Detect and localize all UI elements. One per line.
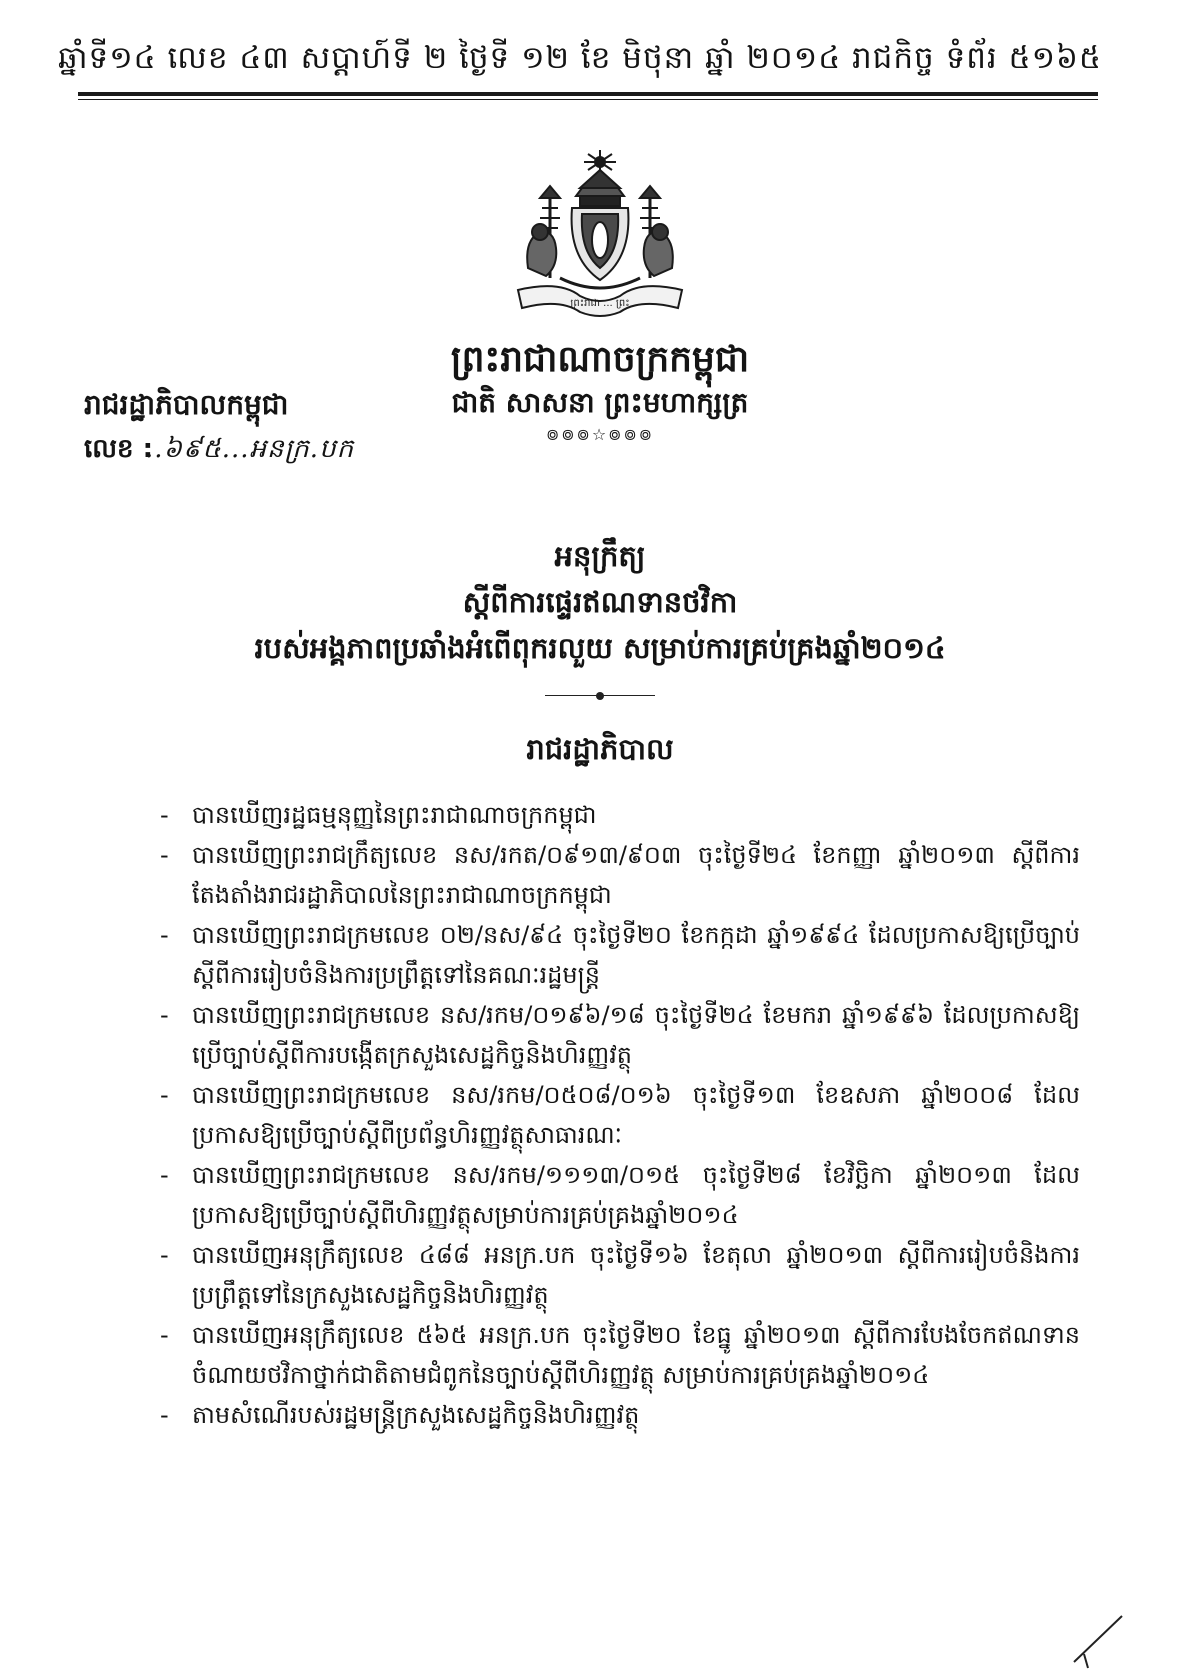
considerations-list: [160, 795, 1080, 1435]
consideration-text: បានឃើញអនុក្រឹត្យលេខ ៤៨៨ អនក្រ.បក ចុះថ្ងៃទី១៦ ខែតុលា ឆ្នាំ២០១៣ ស្តីពីការរៀបចំនិងការប្រព្រឹត្តទៅនៃក្រសួងសេដ្ឋកិច្ចនិងហិរញ្ញវត្ថុ: [192, 1241, 1080, 1309]
consideration-item: [160, 995, 1080, 1075]
doc-subject-line-1: ស្តីពីការផ្ទេរឥណទានថវិកា: [462, 585, 738, 619]
doc-subject-line-2: របស់អង្គភាពប្រឆាំងអំពើពុករលួយ សម្រាប់ការគ្រប់គ្រងឆ្នាំ២០១៤: [254, 631, 946, 665]
royal-coat-of-arms-icon: [510, 148, 690, 324]
bullet: -: [160, 921, 169, 949]
consideration-text: បានឃើញព្រះរាជក្រមលេខ នស/រកម/០១៩៦/១៨ ចុះថ្ងៃទី២៤ ខែមករា ឆ្នាំ១៩៩៦ ដែលប្រកាសឱ្យប្រើច្បាប់ស្តីពីការបង្កើតក្រសួងសេដ្ឋកិច្ចនិងហិរញ្ញវត្ថុ: [192, 1001, 1080, 1069]
consideration-item: [160, 835, 1080, 915]
bullet: -: [160, 1081, 169, 1109]
consideration-text: តាមសំណើរបស់រដ្ឋមន្ត្រីក្រសួងសេដ្ឋកិច្ចនិងហិរញ្ញវត្ថុ: [192, 1401, 640, 1429]
consideration-item: [160, 1315, 1080, 1395]
consideration-text: បានឃើញព្រះរាជក្រមលេខ នស/រកម/០៥០៨/០១៦ ចុះថ្ងៃទី១៣ ខែឧសភា ឆ្នាំ២០០៨ ដែលប្រកាសឱ្យប្រើច្បាប់ស្តីពីប្រព័ន្ធហិរញ្ញវត្ថុសាធារណៈ: [192, 1081, 1080, 1149]
consideration-item: [160, 1395, 1080, 1435]
emblem-scroll-text: ព្រះរាជា ... ព្រះ: [570, 298, 630, 309]
doc-number-value: ..៦៩៥...អនក្រ.បក: [145, 434, 355, 464]
header-rule-thin: [78, 99, 1098, 100]
handwritten-slash-mark-icon: [1068, 1610, 1128, 1670]
consideration-item: [160, 915, 1080, 995]
consideration-text: បានឃើញរដ្ឋធម្មនុញ្ញនៃព្រះរាជាណាចក្រកម្ពុជា: [192, 801, 597, 829]
consideration-item: [160, 1235, 1080, 1315]
bullet: -: [160, 1161, 169, 1189]
section-heading: រាជរដ្ឋាភិបាល: [526, 732, 674, 766]
consideration-text: បានឃើញព្រះរាជក្រមលេខ ០២/នស/៩៤ ចុះថ្ងៃទី២០ ខែកក្កដា ឆ្នាំ១៩៩៤ ដែលប្រកាសឱ្យប្រើច្បាប់ស្តីពីការរៀបចំនិងការប្រព្រឹត្តទៅនៃគណៈរដ្ឋមន្ត្រី: [192, 921, 1080, 989]
consideration-item: [160, 795, 1080, 835]
consideration-item: [160, 1075, 1080, 1155]
bullet: -: [160, 841, 169, 869]
gazette-header: ឆ្នាំទី១៤ លេខ ៤៣ សប្តាហ៍ទី ២ ថ្ងៃទី ១២ ខែ មិថុនា ឆ្នាំ ២០១៤ រាជកិច្ច ទំព័រ ៥១៦៥: [58, 40, 1102, 76]
national-motto: ជាតិ សាសនា ព្រះមហាក្សត្រ: [451, 386, 749, 419]
consideration-text: បានឃើញព្រះរាជក្រឹត្យលេខ នស/រកត/០៩១៣/៩០៣ ចុះថ្ងៃទី២៤ ខែកញ្ញា ឆ្នាំ២០១៣ ស្តីពីការតែងតាំងរាជរដ្ឋាភិបាលនៃព្រះរាជាណាចក្រកម្ពុជា: [192, 841, 1080, 909]
header-rule: [78, 92, 1098, 96]
issuer-name: រាជរដ្ឋាភិបាលកម្ពុជា: [84, 388, 289, 421]
bullet: -: [160, 1321, 169, 1349]
consideration-text: បានឃើញអនុក្រឹត្យលេខ ៥៦៥ អនក្រ.បក ចុះថ្ងៃទី២០ ខែធ្នូ ឆ្នាំ២០១៣ ស្តីពីការបែងចែកឥណទានចំណាយថវិកាថ្នាក់ជាតិតាមជំពូកនៃច្បាប់ស្តីពីហិរញ្ញវត្ថុ សម្រាប់ការគ្រប់គ្រងឆ្នាំ២០១៤: [192, 1321, 1080, 1389]
consideration-item: [160, 1155, 1080, 1235]
bullet: -: [160, 801, 169, 829]
bullet: -: [160, 1241, 169, 1269]
doc-type-title: អនុក្រឹត្យ: [554, 539, 646, 573]
bullet: -: [160, 1001, 169, 1029]
doc-number-label: លេខ :: [84, 434, 153, 464]
bullet: -: [160, 1401, 169, 1429]
motto-ornament: ៙៙៙☆៙៙៙: [545, 425, 655, 444]
kingdom-title: ព្រះរាជាណាចក្រកម្ពុជា: [450, 339, 750, 380]
title-divider-dot: [596, 692, 604, 700]
consideration-text: បានឃើញព្រះរាជក្រមលេខ នស/រកម/១១១៣/០១៥ ចុះថ្ងៃទី២៨ ខែវិច្ឆិកា ឆ្នាំ២០១៣ ដែលប្រកាសឱ្យប្រើច្បាប់ស្តីពីហិរញ្ញវត្ថុសម្រាប់ការគ្រប់គ្រងឆ្នាំ២០១៤: [192, 1161, 1080, 1229]
